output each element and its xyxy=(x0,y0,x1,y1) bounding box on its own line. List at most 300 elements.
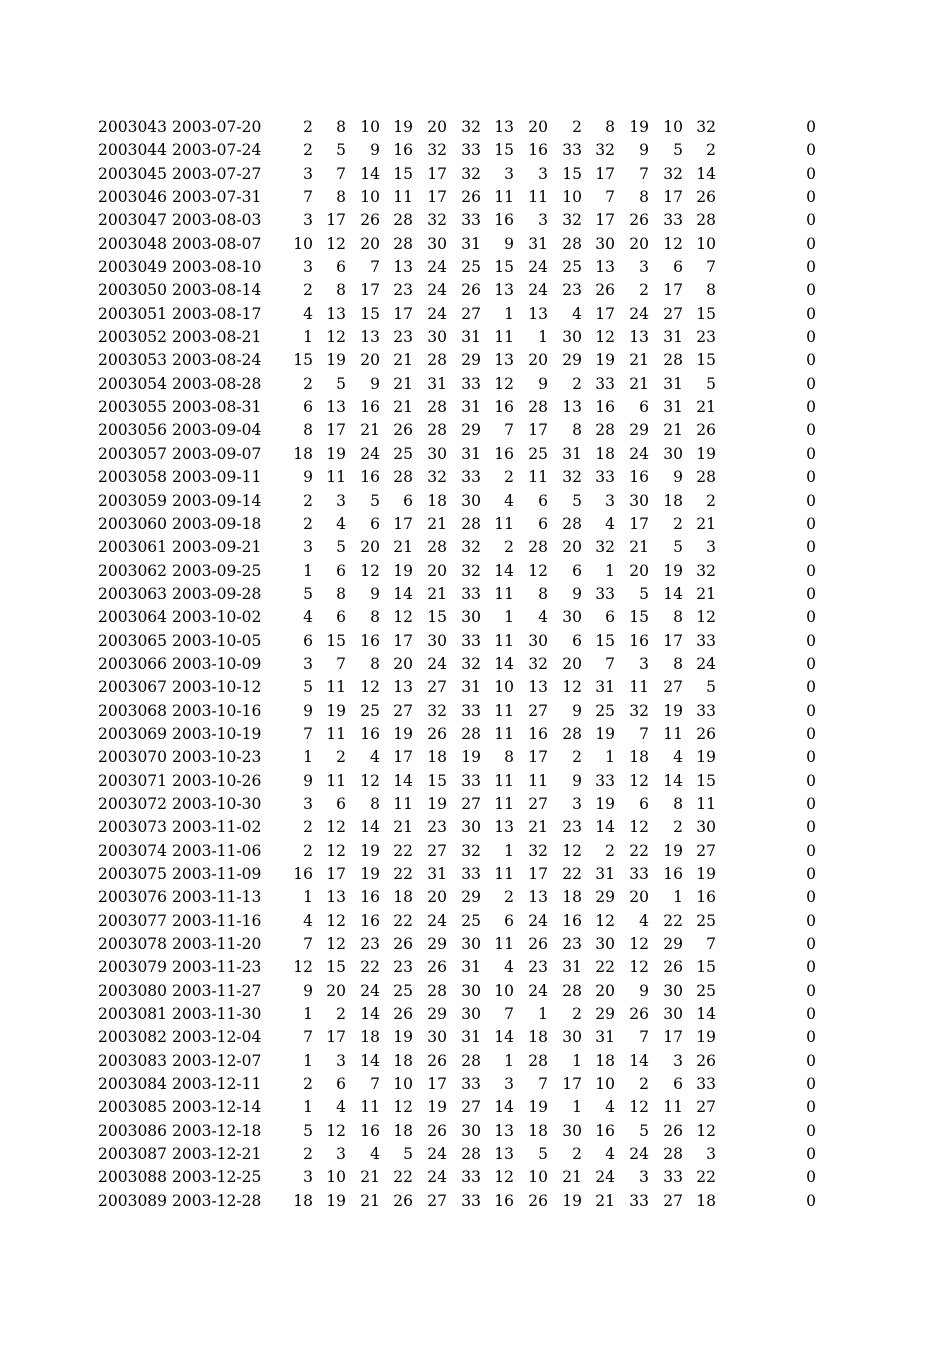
issue-number-cell: 2003043 xyxy=(98,118,168,136)
number-cell: 33 xyxy=(461,631,481,650)
number-cell: 16 xyxy=(393,141,413,160)
number-cell: 21 xyxy=(595,1191,615,1210)
number-cell: 1 xyxy=(538,1005,548,1024)
number-cell: 22 xyxy=(393,865,413,883)
number-cell: 20 xyxy=(562,538,582,557)
flag-cell: 0 xyxy=(806,1121,816,1140)
number-cell: 17 xyxy=(663,1028,683,1047)
number-cell: 16 xyxy=(696,888,716,907)
number-cell: 6 xyxy=(403,491,413,510)
number-cell: 7 xyxy=(303,188,313,207)
number-cell: 21 xyxy=(427,514,447,533)
number-cell: 26 xyxy=(393,1005,413,1024)
date-cell: 2003-11-30 xyxy=(172,1005,262,1024)
number-cell: 8 xyxy=(336,584,346,603)
number-cell: 32 xyxy=(629,701,649,720)
flag-cell: 0 xyxy=(806,584,816,603)
issue-number-cell: 2003086 xyxy=(98,1121,168,1140)
number-cell: 15 xyxy=(360,304,380,323)
number-cell: 15 xyxy=(393,164,413,183)
number-cell: 20 xyxy=(360,538,380,557)
number-cell: 18 xyxy=(427,491,447,510)
number-cell: 16 xyxy=(528,724,548,743)
number-cell: 11 xyxy=(494,188,514,207)
table-row xyxy=(0,163,950,186)
table-row xyxy=(0,466,950,489)
number-cell: 32 xyxy=(461,561,481,580)
number-cell: 31 xyxy=(595,678,615,697)
number-cell: 17 xyxy=(427,164,447,183)
number-cell: 8 xyxy=(370,608,380,627)
number-cell: 8 xyxy=(673,608,683,627)
number-cell: 22 xyxy=(663,911,683,930)
number-cell: 15 xyxy=(696,304,716,323)
number-cell: 14 xyxy=(393,771,413,790)
number-cell: 12 xyxy=(494,374,514,393)
number-cell: 33 xyxy=(696,1075,716,1094)
number-cell: 16 xyxy=(595,1121,615,1140)
number-cell: 12 xyxy=(696,608,716,627)
number-cell: 24 xyxy=(427,281,447,300)
number-cell: 13 xyxy=(494,281,514,300)
table-row xyxy=(0,746,950,769)
number-cell: 2 xyxy=(706,141,716,160)
number-cell: 30 xyxy=(629,491,649,510)
issue-number-cell: 2003059 xyxy=(98,491,168,510)
number-cell: 18 xyxy=(393,888,413,907)
number-cell: 8 xyxy=(706,281,716,300)
number-cell: 30 xyxy=(562,1121,582,1140)
table-row xyxy=(0,560,950,583)
number-cell: 19 xyxy=(427,1098,447,1117)
number-cell: 31 xyxy=(461,444,481,463)
number-cell: 27 xyxy=(663,304,683,323)
number-cell: 11 xyxy=(393,794,413,813)
number-cell: 4 xyxy=(370,1145,380,1164)
flag-cell: 0 xyxy=(806,188,816,207)
number-cell: 10 xyxy=(360,188,380,207)
number-cell: 15 xyxy=(326,958,346,977)
number-cell: 10 xyxy=(326,1168,346,1187)
number-cell: 31 xyxy=(461,234,481,253)
number-cell: 30 xyxy=(562,328,582,347)
number-cell: 15 xyxy=(629,608,649,627)
number-cell: 3 xyxy=(336,1051,346,1070)
number-cell: 2 xyxy=(572,1145,582,1164)
number-cell: 31 xyxy=(461,398,481,417)
number-cell: 13 xyxy=(393,258,413,277)
number-cell: 5 xyxy=(370,491,380,510)
number-cell: 26 xyxy=(629,211,649,230)
number-cell: 5 xyxy=(706,374,716,393)
number-cell: 26 xyxy=(393,935,413,954)
number-cell: 8 xyxy=(639,188,649,207)
number-cell: 2 xyxy=(673,514,683,533)
number-cell: 23 xyxy=(393,958,413,977)
number-cell: 11 xyxy=(494,794,514,813)
flag-cell: 0 xyxy=(806,654,816,673)
number-cell: 16 xyxy=(360,1121,380,1140)
number-cell: 9 xyxy=(538,374,548,393)
date-cell: 2003-08-28 xyxy=(172,374,262,393)
number-cell: 5 xyxy=(336,374,346,393)
number-cell: 19 xyxy=(326,1191,346,1210)
number-cell: 4 xyxy=(504,958,514,977)
number-cell: 5 xyxy=(303,678,313,697)
table-row xyxy=(0,490,950,513)
number-cell: 22 xyxy=(629,841,649,860)
number-cell: 1 xyxy=(673,888,683,907)
number-cell: 4 xyxy=(605,1145,615,1164)
issue-number-cell: 2003073 xyxy=(98,818,168,837)
date-cell: 2003-07-24 xyxy=(172,141,262,160)
number-cell: 21 xyxy=(696,398,716,417)
issue-number-cell: 2003076 xyxy=(98,888,168,907)
date-cell: 2003-12-11 xyxy=(172,1075,262,1094)
number-cell: 31 xyxy=(663,398,683,417)
number-cell: 2 xyxy=(572,748,582,767)
issue-number-cell: 2003083 xyxy=(98,1051,168,1070)
number-cell: 22 xyxy=(393,841,413,860)
date-cell: 2003-10-09 xyxy=(172,654,262,673)
number-cell: 24 xyxy=(595,1168,615,1187)
number-cell: 21 xyxy=(360,1191,380,1210)
number-cell: 5 xyxy=(336,538,346,557)
number-cell: 28 xyxy=(427,538,447,557)
issue-number-cell: 2003089 xyxy=(98,1191,168,1210)
number-cell: 4 xyxy=(605,514,615,533)
number-cell: 11 xyxy=(528,468,548,487)
table-row xyxy=(0,1073,950,1096)
number-cell: 17 xyxy=(528,421,548,440)
number-cell: 13 xyxy=(494,818,514,837)
table-row xyxy=(0,583,950,606)
number-cell: 33 xyxy=(629,865,649,883)
number-cell: 3 xyxy=(504,1075,514,1094)
number-cell: 12 xyxy=(528,561,548,580)
number-cell: 7 xyxy=(706,258,716,277)
number-cell: 14 xyxy=(360,818,380,837)
number-cell: 16 xyxy=(494,444,514,463)
number-cell: 2 xyxy=(673,818,683,837)
date-cell: 2003-09-21 xyxy=(172,538,262,557)
number-cell: 6 xyxy=(572,631,582,650)
number-cell: 30 xyxy=(696,818,716,837)
number-cell: 26 xyxy=(696,421,716,440)
number-cell: 3 xyxy=(303,538,313,557)
number-cell: 20 xyxy=(360,351,380,370)
number-cell: 16 xyxy=(595,398,615,417)
number-cell: 27 xyxy=(528,794,548,813)
table-row xyxy=(0,840,950,863)
issue-number-cell: 2003078 xyxy=(98,935,168,954)
number-cell: 31 xyxy=(427,865,447,883)
number-cell: 1 xyxy=(605,748,615,767)
number-cell: 11 xyxy=(696,794,716,813)
table-row xyxy=(0,536,950,559)
issue-number-cell: 2003047 xyxy=(98,211,168,230)
table-row xyxy=(0,886,950,909)
number-cell: 5 xyxy=(673,538,683,557)
number-cell: 7 xyxy=(504,1005,514,1024)
number-cell: 24 xyxy=(427,1168,447,1187)
issue-number-cell: 2003088 xyxy=(98,1168,168,1187)
number-cell: 9 xyxy=(639,981,649,1000)
number-cell: 5 xyxy=(639,584,649,603)
date-cell: 2003-09-11 xyxy=(172,468,262,487)
number-cell: 14 xyxy=(494,1098,514,1117)
flag-cell: 0 xyxy=(806,1168,816,1187)
number-cell: 9 xyxy=(504,234,514,253)
number-cell: 9 xyxy=(370,374,380,393)
number-cell: 17 xyxy=(663,188,683,207)
date-cell: 2003-09-14 xyxy=(172,491,262,510)
number-cell: 30 xyxy=(562,1028,582,1047)
number-cell: 1 xyxy=(303,561,313,580)
number-cell: 8 xyxy=(303,421,313,440)
number-cell: 30 xyxy=(595,935,615,954)
number-cell: 11 xyxy=(663,1098,683,1117)
flag-cell: 0 xyxy=(806,1145,816,1164)
table-row xyxy=(0,606,950,629)
number-cell: 1 xyxy=(303,1051,313,1070)
number-cell: 16 xyxy=(562,911,582,930)
number-cell: 30 xyxy=(427,234,447,253)
number-cell: 26 xyxy=(427,958,447,977)
issue-number-cell: 2003079 xyxy=(98,958,168,977)
number-cell: 16 xyxy=(629,631,649,650)
number-cell: 33 xyxy=(461,1191,481,1210)
number-cell: 27 xyxy=(393,701,413,720)
number-cell: 8 xyxy=(605,118,615,136)
number-cell: 11 xyxy=(494,865,514,883)
number-cell: 10 xyxy=(595,1075,615,1094)
number-cell: 25 xyxy=(528,444,548,463)
issue-number-cell: 2003072 xyxy=(98,794,168,813)
number-cell: 31 xyxy=(461,1028,481,1047)
issue-number-cell: 2003061 xyxy=(98,538,168,557)
flag-cell: 0 xyxy=(806,608,816,627)
number-cell: 3 xyxy=(303,1168,313,1187)
number-cell: 21 xyxy=(562,1168,582,1187)
number-cell: 31 xyxy=(562,958,582,977)
number-cell: 31 xyxy=(427,374,447,393)
number-cell: 15 xyxy=(494,258,514,277)
number-cell: 14 xyxy=(696,164,716,183)
number-cell: 12 xyxy=(629,771,649,790)
data-table xyxy=(0,116,950,1213)
number-cell: 13 xyxy=(494,351,514,370)
number-cell: 11 xyxy=(326,468,346,487)
number-cell: 13 xyxy=(393,678,413,697)
flag-cell: 0 xyxy=(806,701,816,720)
number-cell: 6 xyxy=(538,514,548,533)
table-row xyxy=(0,676,950,699)
number-cell: 22 xyxy=(696,1168,716,1187)
number-cell: 29 xyxy=(629,421,649,440)
number-cell: 19 xyxy=(663,561,683,580)
number-cell: 32 xyxy=(663,164,683,183)
number-cell: 15 xyxy=(326,631,346,650)
number-cell: 33 xyxy=(461,141,481,160)
number-cell: 9 xyxy=(673,468,683,487)
table-row xyxy=(0,1003,950,1026)
number-cell: 29 xyxy=(427,1005,447,1024)
number-cell: 21 xyxy=(427,584,447,603)
number-cell: 9 xyxy=(303,771,313,790)
number-cell: 7 xyxy=(370,1075,380,1094)
number-cell: 28 xyxy=(461,1051,481,1070)
number-cell: 17 xyxy=(562,1075,582,1094)
number-cell: 29 xyxy=(595,888,615,907)
table-row xyxy=(0,349,950,372)
number-cell: 13 xyxy=(360,328,380,347)
table-row xyxy=(0,1050,950,1073)
date-cell: 2003-08-10 xyxy=(172,258,262,277)
number-cell: 14 xyxy=(663,771,683,790)
number-cell: 30 xyxy=(461,1005,481,1024)
number-cell: 11 xyxy=(528,771,548,790)
number-cell: 28 xyxy=(562,234,582,253)
date-cell: 2003-08-21 xyxy=(172,328,262,347)
flag-cell: 0 xyxy=(806,724,816,743)
number-cell: 12 xyxy=(326,234,346,253)
number-cell: 25 xyxy=(562,258,582,277)
number-cell: 26 xyxy=(393,421,413,440)
number-cell: 29 xyxy=(663,935,683,954)
table-row xyxy=(0,630,950,653)
number-cell: 19 xyxy=(326,701,346,720)
number-cell: 32 xyxy=(461,164,481,183)
flag-cell: 0 xyxy=(806,328,816,347)
number-cell: 3 xyxy=(336,1145,346,1164)
date-cell: 2003-07-27 xyxy=(172,164,262,183)
number-cell: 26 xyxy=(461,188,481,207)
date-cell: 2003-11-02 xyxy=(172,818,262,837)
issue-number-cell: 2003068 xyxy=(98,701,168,720)
number-cell: 2 xyxy=(639,1075,649,1094)
number-cell: 8 xyxy=(336,188,346,207)
number-cell: 33 xyxy=(696,631,716,650)
number-cell: 29 xyxy=(562,351,582,370)
number-cell: 32 xyxy=(696,118,716,136)
number-cell: 21 xyxy=(360,1168,380,1187)
number-cell: 25 xyxy=(595,701,615,720)
number-cell: 28 xyxy=(696,211,716,230)
number-cell: 16 xyxy=(494,398,514,417)
number-cell: 25 xyxy=(393,981,413,1000)
number-cell: 7 xyxy=(706,935,716,954)
issue-number-cell: 2003049 xyxy=(98,258,168,277)
number-cell: 22 xyxy=(393,911,413,930)
number-cell: 16 xyxy=(360,468,380,487)
number-cell: 11 xyxy=(360,1098,380,1117)
flag-cell: 0 xyxy=(806,211,816,230)
number-cell: 30 xyxy=(427,631,447,650)
number-cell: 10 xyxy=(562,188,582,207)
number-cell: 3 xyxy=(303,258,313,277)
number-cell: 26 xyxy=(663,958,683,977)
number-cell: 15 xyxy=(494,141,514,160)
number-cell: 11 xyxy=(629,678,649,697)
number-cell: 17 xyxy=(663,631,683,650)
number-cell: 5 xyxy=(403,1145,413,1164)
number-cell: 20 xyxy=(629,561,649,580)
number-cell: 3 xyxy=(303,164,313,183)
number-cell: 19 xyxy=(696,865,716,883)
number-cell: 26 xyxy=(696,724,716,743)
number-cell: 6 xyxy=(504,911,514,930)
number-cell: 14 xyxy=(629,1051,649,1070)
number-cell: 22 xyxy=(595,958,615,977)
flag-cell: 0 xyxy=(806,1191,816,1210)
number-cell: 11 xyxy=(494,514,514,533)
number-cell: 24 xyxy=(528,281,548,300)
number-cell: 17 xyxy=(427,188,447,207)
flag-cell: 0 xyxy=(806,444,816,463)
table-row xyxy=(0,1166,950,1189)
number-cell: 10 xyxy=(393,1075,413,1094)
number-cell: 28 xyxy=(427,351,447,370)
number-cell: 21 xyxy=(393,398,413,417)
flag-cell: 0 xyxy=(806,421,816,440)
number-cell: 15 xyxy=(427,771,447,790)
number-cell: 22 xyxy=(360,958,380,977)
number-cell: 23 xyxy=(393,281,413,300)
table-row xyxy=(0,956,950,979)
number-cell: 27 xyxy=(696,841,716,860)
number-cell: 3 xyxy=(303,794,313,813)
number-cell: 9 xyxy=(370,584,380,603)
number-cell: 1 xyxy=(303,888,313,907)
number-cell: 6 xyxy=(639,398,649,417)
number-cell: 33 xyxy=(461,701,481,720)
number-cell: 19 xyxy=(595,724,615,743)
flag-cell: 0 xyxy=(806,631,816,650)
number-cell: 7 xyxy=(605,654,615,673)
number-cell: 12 xyxy=(326,1121,346,1140)
number-cell: 20 xyxy=(427,561,447,580)
issue-number-cell: 2003077 xyxy=(98,911,168,930)
number-cell: 25 xyxy=(461,911,481,930)
issue-number-cell: 2003081 xyxy=(98,1005,168,1024)
number-cell: 2 xyxy=(303,281,313,300)
number-cell: 17 xyxy=(427,1075,447,1094)
number-cell: 30 xyxy=(595,234,615,253)
number-cell: 26 xyxy=(461,281,481,300)
number-cell: 31 xyxy=(562,444,582,463)
number-cell: 11 xyxy=(494,935,514,954)
number-cell: 2 xyxy=(303,374,313,393)
number-cell: 27 xyxy=(528,701,548,720)
date-cell: 2003-12-04 xyxy=(172,1028,262,1047)
flag-cell: 0 xyxy=(806,304,816,323)
number-cell: 28 xyxy=(461,514,481,533)
number-cell: 3 xyxy=(706,1145,716,1164)
date-cell: 2003-12-21 xyxy=(172,1145,262,1164)
number-cell: 18 xyxy=(360,1028,380,1047)
number-cell: 16 xyxy=(360,888,380,907)
number-cell: 32 xyxy=(562,468,582,487)
number-cell: 7 xyxy=(639,1028,649,1047)
number-cell: 7 xyxy=(336,164,346,183)
table-row xyxy=(0,139,950,162)
number-cell: 2 xyxy=(572,374,582,393)
table-row xyxy=(0,1120,950,1143)
flag-cell: 0 xyxy=(806,258,816,277)
number-cell: 1 xyxy=(504,841,514,860)
number-cell: 24 xyxy=(360,981,380,1000)
